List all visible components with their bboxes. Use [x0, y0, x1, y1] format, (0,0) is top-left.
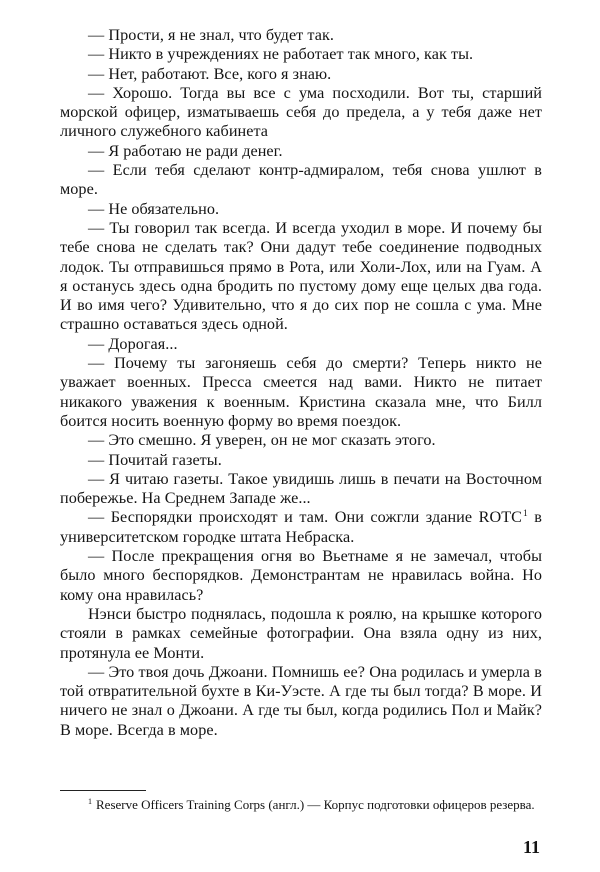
- dialogue-line: — Если тебя сделают контр-адмиралом, тебя снова ушлют в море.: [60, 161, 542, 199]
- dialogue-line: — После прекращения огня во Вьетнаме я не замечал, чтобы было много беспорядков. Демонстрантам не нравилась война. Но кому она нравилась?: [60, 547, 542, 604]
- dialogue-line: — Прости, я не знал, что будет так.: [88, 26, 334, 44]
- dialogue-text-continued: в университетском городке штата Небраска.: [60, 508, 542, 546]
- dialogue-line: — Ты говорил так всегда. И всегда уходил в море. И почему бы тебе снова не сделать так? Они дадут тебе соединение подводных лодок. Ты отправишься прямо в Рота, или Холи-Лох, или на Гуам. А я останусь здесь одна бродить по пустому дому еще целых два года. И во имя чего? Удивительно, что я до сих пор не сошла с ума. Мне страшно оставаться здесь одной.: [60, 218, 542, 334]
- dialogue-line: — Никто в учреждениях не работает так много, как ты.: [88, 45, 474, 64]
- dialogue-line: — Это твоя дочь Джоани. Помнишь ее? Она родилась и умерла в той отвратительной бухте в Ки-Уэсте. А где ты был тогда? В море. И ничего не знал о Джоани. А где ты был, когда родились Пол и Майк? В море. Всегда в море.: [60, 662, 542, 739]
- dialogue-line: — Нет, работают. Все, кого я знаю.: [88, 64, 332, 83]
- dialogue-line: — Я работаю не ради денег.: [88, 141, 283, 160]
- narrative-paragraph: Нэнси быстро поднялась, подошла к роялю, на крышке которого стояли в рамках семейные фотографии. Она взяла одну из них, протянула ее Монти.: [60, 604, 542, 662]
- dialogue-line: — Дорогая...: [88, 334, 178, 353]
- footnote-marker[interactable]: 1: [522, 509, 528, 520]
- dialogue-line: — Почитай газеты.: [88, 450, 222, 469]
- dialogue-line: — Это смешно. Я уверен, он не мог сказать этого.: [88, 431, 436, 450]
- page-number: 11: [522, 837, 540, 857]
- dialogue-line-with-footnote: [60, 508, 542, 547]
- footnote-number: 1: [88, 797, 92, 806]
- footnote-text: Reserve Officers Training Corps (англ.) — Корпус подготовки офицеров резерва.: [96, 797, 535, 812]
- dialogue-line: — Почему ты загоняешь себя до смерти? Теперь никто не уважает военных. Пресса смеется над вами. Никто не питает никакого уважения к военным. Кристина сказала мне, что Билл боится носить военную форму во время поездок.: [60, 354, 542, 430]
- dialogue-line: — Я читаю газеты. Такое увидишь лишь в печати на Восточном побережье. На Среднем Западе же...: [60, 469, 542, 508]
- rotc-term: ROTC: [478, 508, 522, 527]
- footnote-divider: [60, 790, 146, 791]
- footnote: [60, 796, 542, 813]
- page-body: [60, 26, 542, 740]
- dialogue-line: — Хорошо. Тогда вы все с ума посходили. Вот ты, старший морской офицер, изматываешь себя до предела, а у тебя даже нет личного служебного кабинета: [60, 83, 542, 141]
- dialogue-text: — Беспорядки происходят и там. Они сожгли здание: [88, 508, 473, 527]
- dialogue-line: — Не обязательно.: [88, 199, 220, 218]
